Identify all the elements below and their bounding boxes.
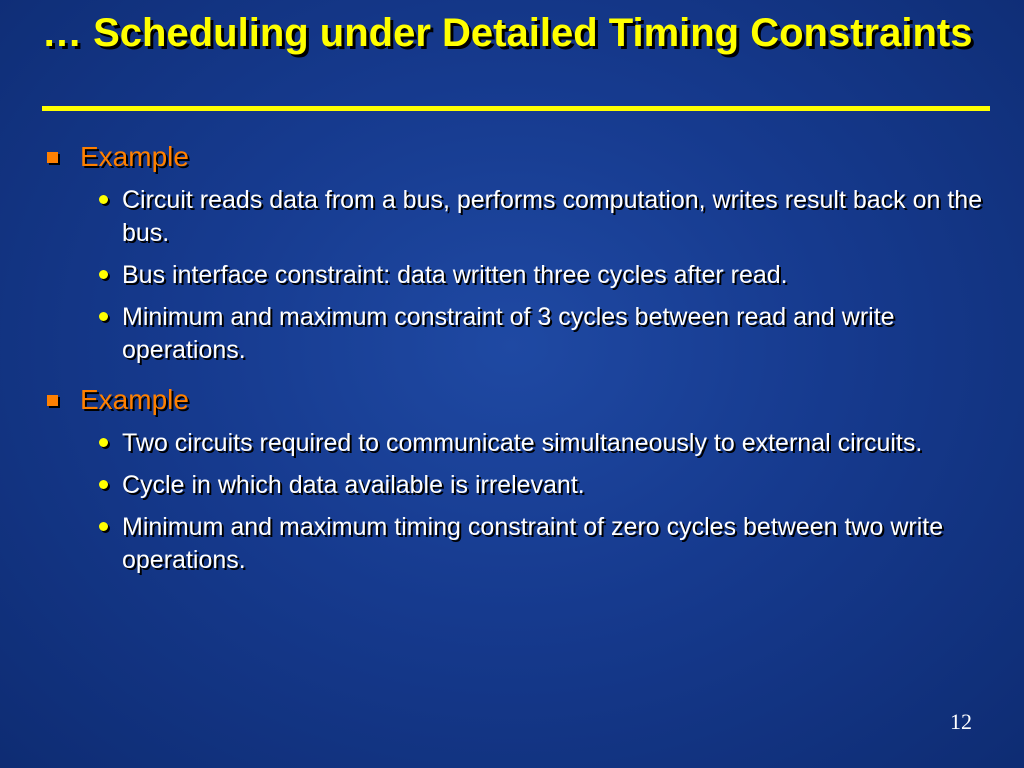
bullet-text: Minimum and maximum constraint of 3 cycles between read and write operations. <box>122 303 895 364</box>
bullet-text: Cycle in which data available is irrelevant. <box>122 471 585 499</box>
bullet-item <box>40 511 992 577</box>
square-bullet-icon <box>47 152 58 163</box>
dot-bullet-icon <box>99 438 108 447</box>
section-1 <box>40 138 983 367</box>
bullet-item <box>40 259 992 292</box>
dot-bullet-icon <box>99 270 108 279</box>
dot-bullet-icon <box>99 195 108 204</box>
bullet-text: Two circuits required to communicate simultaneously to external circuits. <box>122 429 923 457</box>
bullet-text: Circuit reads data from a bus, performs computation, writes result back on the bus. <box>122 186 983 247</box>
section-2 <box>40 381 980 577</box>
bullet-text: Bus interface constraint: data written three cycles after read. <box>122 261 788 289</box>
bullet-item <box>40 184 992 250</box>
section-heading <box>40 138 980 176</box>
section-heading-label: Example <box>80 384 189 415</box>
section-heading-label: Example <box>80 141 189 172</box>
dot-bullet-icon <box>99 480 108 489</box>
slide-content <box>40 138 983 586</box>
bullet-list <box>40 184 983 367</box>
bullet-item <box>40 469 992 502</box>
square-bullet-icon <box>47 395 58 406</box>
slide-title: … Scheduling under Detailed Timing Constraints <box>42 11 973 55</box>
dot-bullet-icon <box>99 522 108 531</box>
dot-bullet-icon <box>99 312 108 321</box>
bullet-item <box>40 301 992 367</box>
title-underline <box>42 106 990 111</box>
bullet-list <box>40 427 980 577</box>
bullet-text: Minimum and maximum timing constraint of zero cycles between two write operations. <box>122 513 944 574</box>
bullet-item <box>40 427 992 460</box>
section-heading <box>40 381 980 419</box>
page-number: 12 <box>950 709 972 734</box>
